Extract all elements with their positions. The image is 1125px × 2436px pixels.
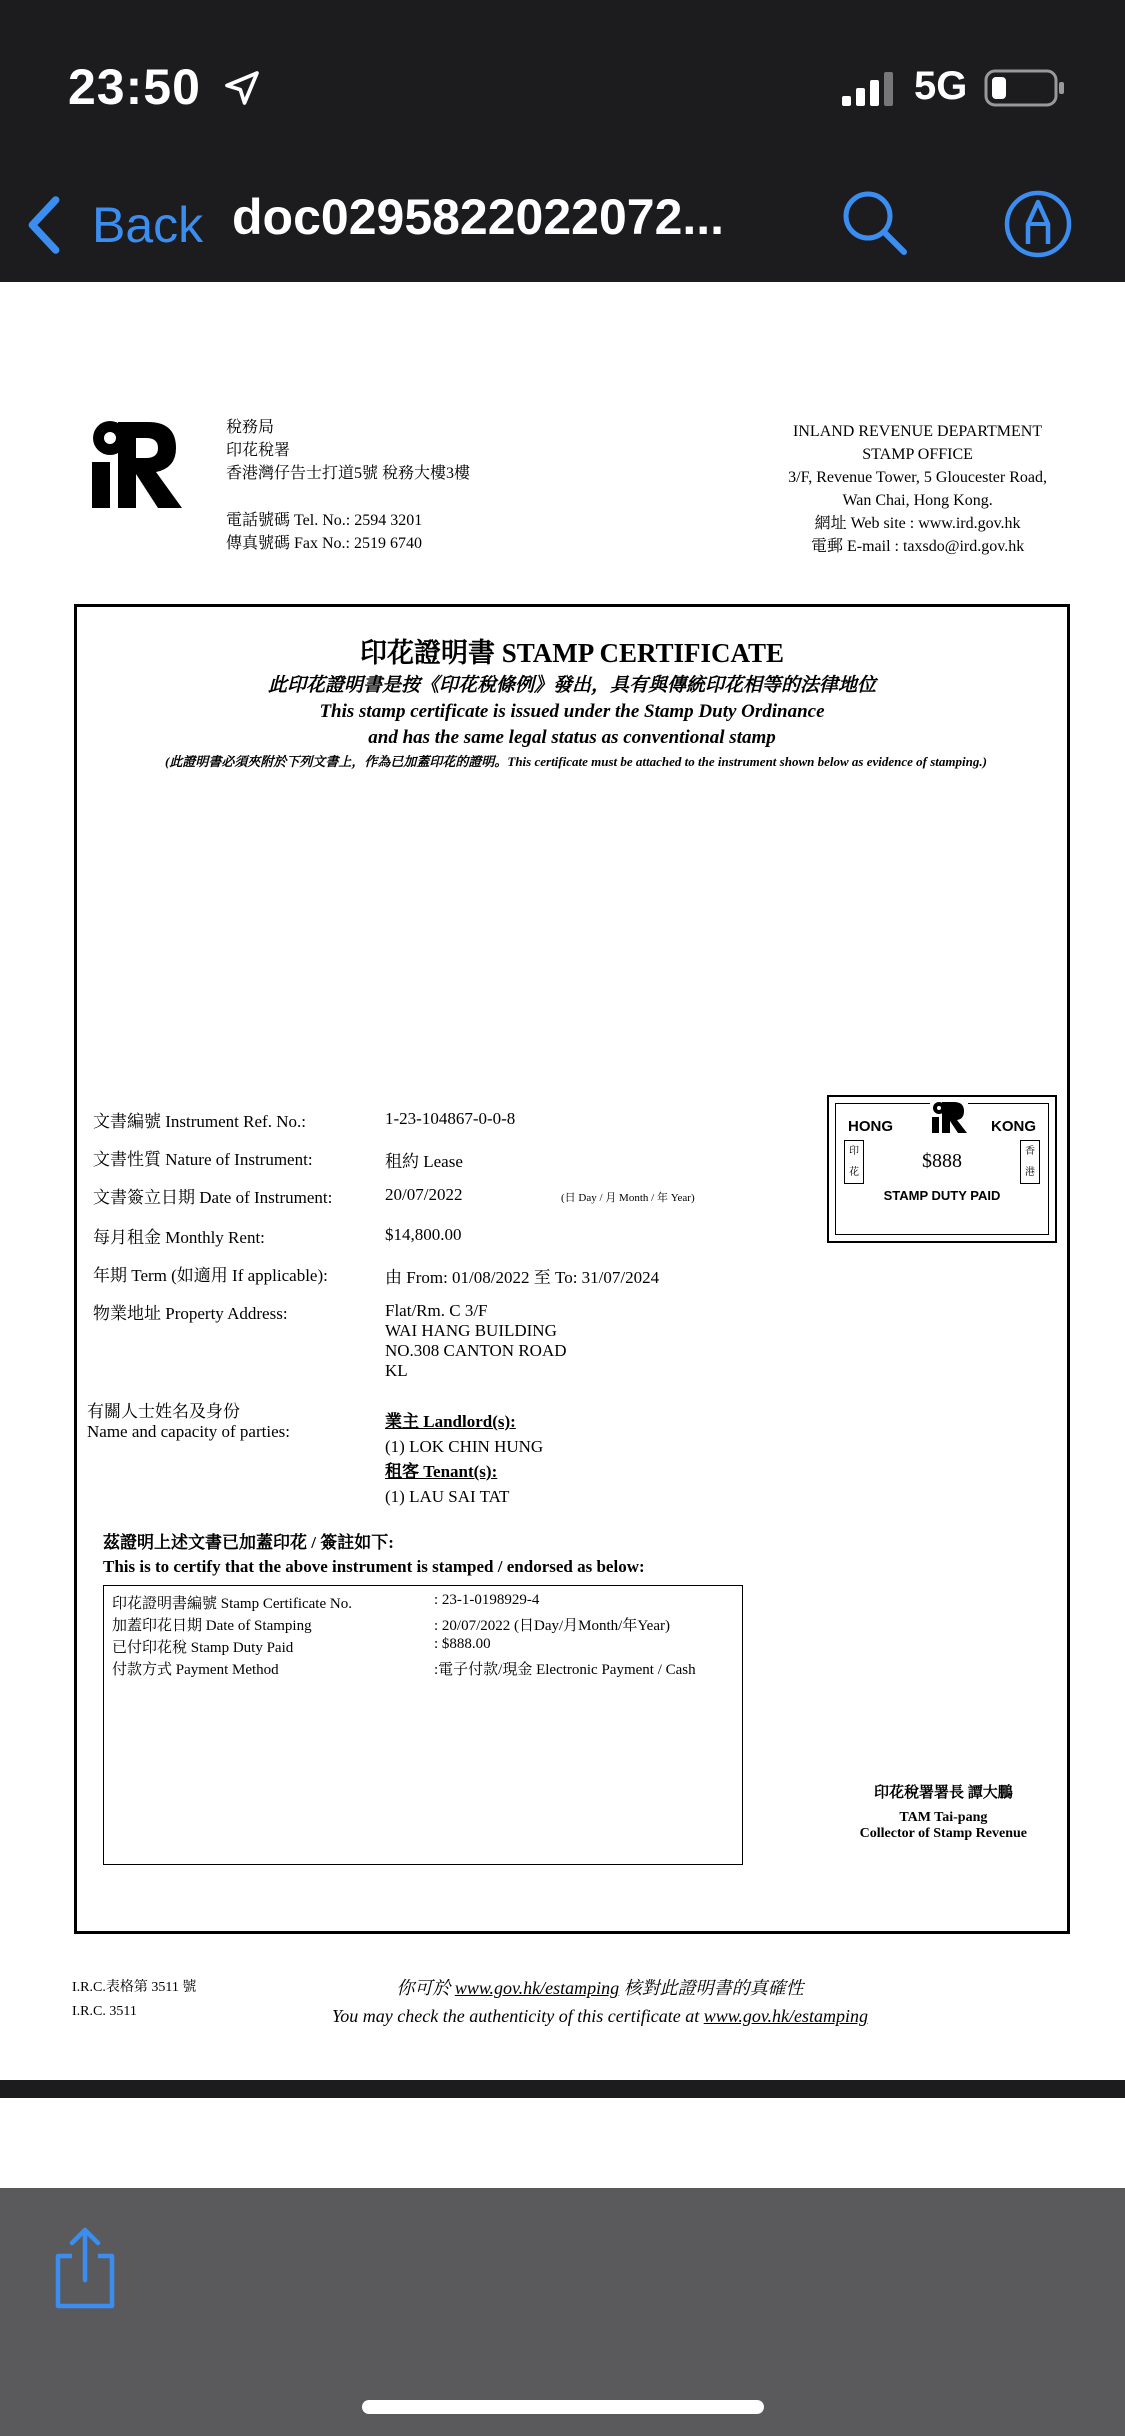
collector-cn: 印花稅署署長 譚大鵬 — [873, 1785, 1013, 1801]
stamp-logo-icon — [930, 1100, 968, 1134]
form-number-en: I.R.C. 3511 — [72, 2004, 137, 2019]
parties-label-en: Name and capacity of parties: — [87, 1422, 290, 1441]
dept-name-cn: 稅務局 — [226, 419, 275, 436]
stamp-paid-label: STAMP DUTY PAID — [883, 1188, 1001, 1203]
fax-line — [226, 532, 470, 555]
website: 網址 Web site : www.ird.gov.hk — [814, 515, 1021, 532]
address-line-2: WAI HANG BUILDING — [385, 1321, 557, 1340]
term-label: 年期 Term (如適用 If applicable): — [93, 1266, 328, 1285]
duty-paid-value: : $888.00 — [434, 1636, 491, 1652]
share-icon[interactable] — [50, 2226, 120, 2310]
authenticity-cn-pre: 你可於 — [396, 1978, 455, 1998]
ref-value: 1-23-104867-0-0-8 — [385, 1109, 516, 1128]
certify-statement — [103, 1531, 645, 1579]
status-time: 23:50 — [68, 59, 201, 115]
chevron-left-icon — [22, 195, 66, 255]
term-value: 由 From: 01/08/2022 至 To: 31/07/2024 — [385, 1268, 660, 1287]
fax-value: 2519 6740 — [354, 535, 423, 552]
address-cn: 香港灣仔告士打道5號 稅務大樓3樓 — [226, 465, 471, 482]
date-format-note: (日 Day / 月 Month / 年 Year) — [561, 1192, 695, 1204]
page-divider — [0, 2080, 1125, 2098]
stamp-side-left: 印花 — [844, 1140, 864, 1184]
collector-title: Collector of Stamp Revenue — [859, 1826, 1027, 1841]
stamp-side-right: 香港 — [1020, 1140, 1040, 1184]
stamping-date-value: : 20/07/2022 (日Day/月Month/年Year) — [434, 1618, 670, 1634]
office-name-en: STAMP OFFICE — [862, 446, 973, 463]
stamp-amount: $888 — [922, 1150, 962, 1172]
signal-bars-icon — [840, 70, 898, 110]
address-label: 物業地址 Property Address: — [93, 1304, 288, 1323]
ref-label: 文書編號 Instrument Ref. No.: — [93, 1112, 306, 1131]
date-label: 文書簽立日期 Date of Instrument: — [93, 1188, 333, 1207]
certify-cn: 茲證明上述文書已加蓋印花 / 簽註如下: — [103, 1533, 394, 1552]
subtitle-en-2: and has the same legal status as conventional stamp — [368, 727, 776, 748]
location-arrow-icon — [222, 68, 262, 108]
property-address — [385, 1301, 567, 1381]
date-value: 20/07/2022 — [385, 1185, 463, 1204]
stamp-kong: KONG — [991, 1118, 1036, 1135]
estamping-link-en[interactable]: www.gov.hk/estamping — [703, 2006, 869, 2026]
stamping-date-label: 加蓋印花日期 Date of Stamping — [112, 1618, 312, 1634]
next-page-area — [0, 2098, 1125, 2188]
header-right-address — [788, 420, 1047, 558]
ird-logo-icon — [88, 418, 184, 510]
landlord-label: 業主 Landlord(s): — [385, 1412, 516, 1431]
collector-name: TAM Tai-pang — [899, 1810, 988, 1825]
form-number-cn: I.R.C.表格第 3511 號 — [72, 1980, 197, 1995]
stamp-hong: HONG — [848, 1118, 893, 1135]
duty-paid-label: 已付印花稅 Stamp Duty Paid — [112, 1640, 294, 1656]
back-button[interactable] — [22, 190, 203, 260]
status-bar — [0, 0, 1125, 170]
document-title: doc0295822022072... — [232, 189, 725, 245]
tenant-name: (1) LAU SAI TAT — [385, 1487, 510, 1506]
parties-label-cn: 有關人士姓名及身份 — [87, 1402, 240, 1421]
search-icon[interactable] — [836, 184, 912, 260]
subtitle-cn: 此印花證明書是按《印花稅條例》發出，具有與傳統印花相等的法律地位 — [267, 675, 876, 696]
email: 電郵 E-mail : taxsdo@ird.gov.hk — [810, 538, 1025, 555]
authenticity-cn — [220, 1974, 980, 2002]
rent-label: 每月租金 Monthly Rent: — [93, 1228, 265, 1247]
tel-label: 電話號碼 Tel. No.: — [226, 512, 351, 529]
authenticity-en — [220, 2002, 980, 2030]
stamp-certificate — [74, 604, 1070, 1934]
landlord-name: (1) LOK CHIN HUNG — [385, 1437, 544, 1456]
collector-signature — [860, 1781, 1027, 1842]
fax-label: 傳真號碼 Fax No.: — [226, 535, 351, 552]
tel-value: 2594 3201 — [354, 512, 423, 529]
address-line-3: NO.308 CANTON ROAD — [385, 1341, 567, 1360]
address-en-1: 3/F, Revenue Tower, 5 Gloucester Road, — [788, 469, 1047, 486]
payment-method-label: 付款方式 Payment Method — [112, 1662, 279, 1678]
rent-value: $14,800.00 — [385, 1225, 462, 1244]
certificate-subtitle — [77, 673, 1067, 751]
authenticity-cn-post: 核對此證明書的真確性 — [619, 1978, 804, 1998]
tenant-label: 租客 Tenant(s): — [385, 1462, 498, 1481]
parties — [385, 1409, 543, 1509]
stamp-duty-paid-mark — [827, 1095, 1057, 1243]
certificate-title: 印花證明書 STAMP CERTIFICATE — [359, 638, 785, 668]
nature-label: 文書性質 Nature of Instrument: — [93, 1150, 313, 1169]
stamp-inner-border — [835, 1103, 1049, 1235]
home-indicator[interactable] — [362, 2400, 764, 2414]
header-left-address — [226, 416, 470, 555]
tel-line — [226, 509, 470, 532]
cert-no-value: : 23-1-0198929-4 — [434, 1592, 540, 1608]
subtitle-en-1: This stamp certificate is issued under the Stamp Duty Ordinance — [319, 701, 825, 722]
nature-value: 租約 Lease — [385, 1152, 463, 1171]
back-label: Back — [92, 197, 204, 253]
address-line-4: KL — [385, 1361, 408, 1380]
authenticity-note — [220, 1974, 980, 2030]
markup-pen-icon[interactable] — [1002, 182, 1074, 262]
document-page[interactable] — [0, 282, 1125, 2080]
battery-icon — [984, 68, 1066, 108]
address-line-1: Flat/Rm. C 3/F — [385, 1301, 488, 1320]
dept-name-en: INLAND REVENUE DEPARTMENT — [793, 423, 1043, 440]
payment-method-value: :電子付款/現金 Electronic Payment / Cash — [434, 1662, 696, 1678]
parties-label — [87, 1397, 290, 1442]
certificate-note: (此證明書必須夾附於下列文書上，作為已加蓋印花的證明。This certificate must be attached to the instrument shown below as evidence of stamping.) — [165, 754, 987, 769]
authenticity-en-pre: You may check the authenticity of this certificate at — [331, 2006, 704, 2026]
address-en-2: Wan Chai, Hong Kong. — [842, 492, 993, 509]
bottom-toolbar — [0, 2188, 1125, 2436]
office-name-cn: 印花稅署 — [226, 442, 291, 459]
certify-en: This is to certify that the above instrument is stamped / endorsed as below: — [103, 1557, 645, 1576]
navigation-bar — [0, 170, 1125, 282]
stamping-details-box — [103, 1585, 743, 1865]
cert-no-label: 印花證明書編號 Stamp Certificate No. — [112, 1596, 352, 1612]
estamping-link-cn[interactable]: www.gov.hk/estamping — [454, 1978, 620, 1998]
form-number — [72, 1976, 196, 2024]
network-type: 5G — [914, 64, 968, 108]
